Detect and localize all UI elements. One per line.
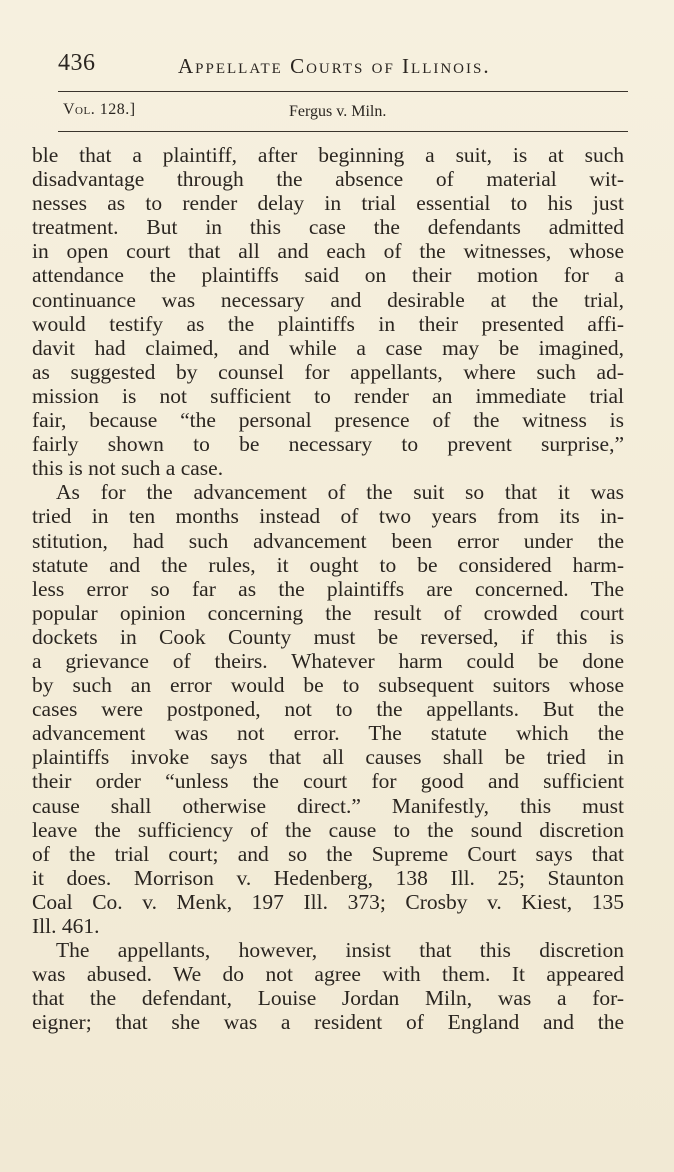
text-line: mission is not sufficient to render an immediate trial — [32, 383, 624, 408]
text-line: leave the sufficiency of the cause to the sound discretion — [32, 817, 624, 842]
text-line: eigner; that she was a resident of England and the — [32, 1010, 624, 1035]
text-line: of the trial court; and so the Supreme Court says that — [32, 841, 624, 866]
text-line: a grievance of theirs. Whatever harm could be done — [32, 648, 624, 673]
case-name: Fergus v. Miln. — [289, 103, 387, 120]
text-line: as suggested by counsel for appellants, where such ad- — [32, 359, 624, 384]
header-rule-top — [58, 91, 628, 92]
text-line: stitution, had such advancement been error under the — [32, 528, 624, 553]
volume-label: Vol. 128.] — [63, 101, 136, 118]
text-line: treatment. But in this case the defendants admitted — [32, 215, 624, 240]
text-line: dockets in Cook County must be reversed, if this is — [32, 624, 624, 649]
page-number: 436 — [58, 50, 96, 76]
running-head — [58, 50, 628, 84]
body-text — [32, 143, 624, 1034]
text-line: Ill. 461. — [32, 914, 100, 938]
text-line: nesses as to render delay in trial essential to his just — [32, 191, 624, 216]
text-line: in open court that all and each of the witnesses, whose — [32, 239, 624, 264]
text-line: Coal Co. v. Menk, 197 Ill. 373; Crosby v. Kiest, 135 — [32, 889, 624, 914]
text-line: The appellants, however, insist that this discretion — [56, 938, 624, 963]
text-line: ble that a plaintiff, after beginning a suit, is at such — [32, 143, 624, 167]
text-line: As for the advancement of the suit so that it was — [56, 480, 624, 505]
text-line: cause shall otherwise direct.” Manifestly, this must — [32, 793, 624, 818]
text-line: less error so far as the plaintiffs are concerned. The — [32, 576, 624, 601]
text-line: continuance was necessary and desirable at the trial, — [32, 287, 624, 312]
text-line: by such an error would be to subsequent suitors whose — [32, 673, 624, 698]
text-line: was abused. We do not agree with them. It appeared — [32, 962, 624, 987]
text-line: statute and the rules, it ought to be considered harm- — [32, 552, 624, 577]
text-line: disadvantage through the absence of material wit- — [32, 167, 624, 192]
text-line: tried in ten months instead of two years from its in- — [32, 504, 624, 529]
text-line: popular opinion concerning the result of crowded court — [32, 600, 624, 625]
header-rule-bottom — [58, 131, 628, 132]
text-line: it does. Morrison v. Hedenberg, 138 Ill. 25; Staunton — [32, 865, 624, 890]
text-line: fair, because “the personal presence of the witness is — [32, 408, 624, 433]
text-line: would testify as the plaintiffs in their presented affi- — [32, 311, 624, 336]
journal-title: Appellate Courts of Illinois. — [178, 54, 491, 78]
text-line: that the defendant, Louise Jordan Miln, was a for- — [32, 986, 624, 1011]
text-line: plaintiffs invoke says that all causes shall be tried in — [32, 745, 624, 770]
text-line: this is not such a case. — [32, 456, 224, 481]
text-line: davit had claimed, and while a case may be imagined, — [32, 335, 624, 360]
text-line: attendance the plaintiffs said on their motion for a — [32, 263, 624, 288]
text-line: fairly shown to be necessary to prevent surprise,” — [32, 432, 624, 457]
text-line: their order “unless the court for good and sufficient — [32, 769, 624, 794]
text-line: advancement was not error. The statute which the — [32, 721, 624, 746]
text-line: cases were postponed, not to the appellants. But the — [32, 697, 624, 722]
